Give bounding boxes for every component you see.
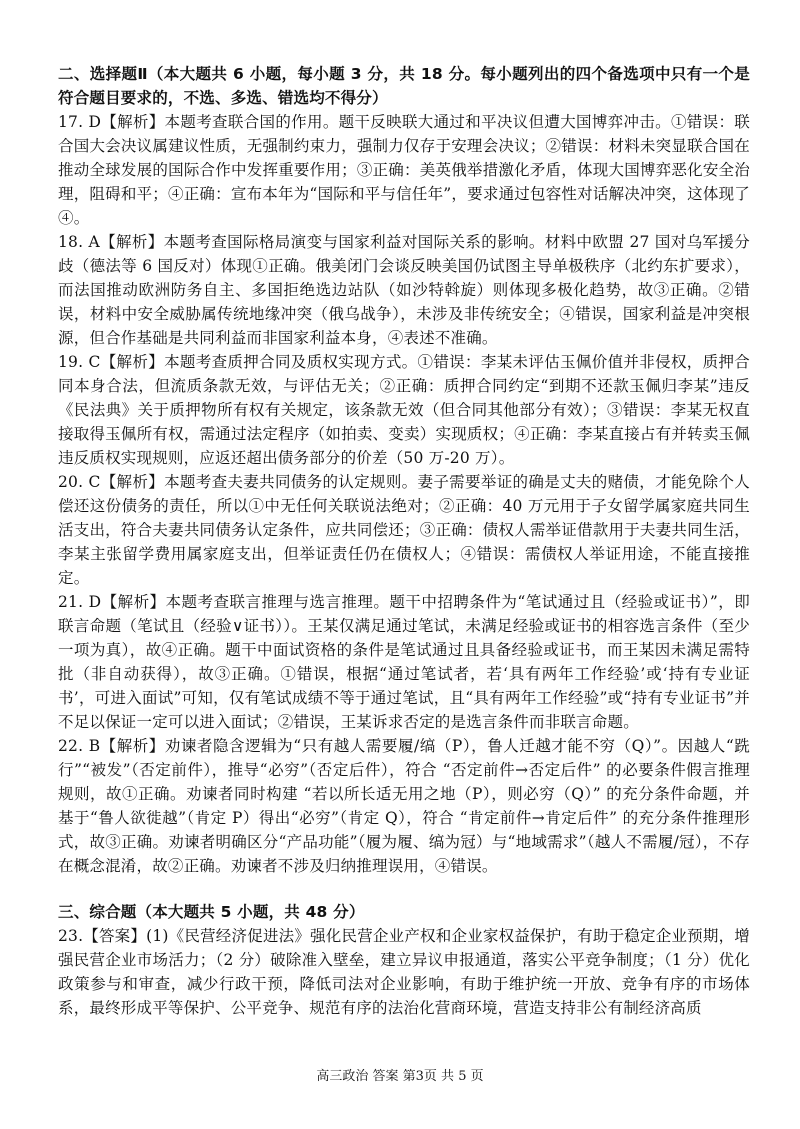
answer-17: 17. D【解析】本题考查联合国的作用。题干反映联大通过和平决议但遭大国博弈冲击。①错误：联合国大会决议属建议性质，无强制约束力，强制力仅存于安理会决议；②错误：材料未突显联合国在推动全球发展的国际合作中发挥重要作用；③正确：美英俄举措激化矛盾，体现大国博弈恶化安全治理，阻碍和平；④正确：宣布本年为“国际和平与信任年”，要求通过包容性对话解决冲突，这体现了④。 bbox=[58, 113, 750, 227]
section-2-heading: 二、选择题Ⅱ（本大题共 6 小题，每小题 3 分，共 18 分。每小题列出的四个备选项中只有一个是符合题目要求的，不选、多选、错选均不得分） bbox=[58, 65, 750, 107]
answer-21: 21. D【解析】本题考查联言推理与选言推理。题干中招聘条件为“笔试通过且（经验或证书）”，即联言命题（笔试且（经验∨证书））。王某仅满足通过笔试，未满足经验或证书的相容选言条件（至少一项为真），故④正确。题干中面试资格的条件是笔试通过且具备经验或证书，而王某因未满足需特批（非自动获得），故③正确。①错误，根据“通过笔试者，若‘具有两年工作经验’或‘持有专业证书’，可进入面试”可知，仅有笔试成绩不等于通过笔试，且“具有两年工作经验”或“持有专业证书”并不足以保证一定可以进入面试；②错误，王某诉求否定的是选言条件而非联言命题。 bbox=[58, 593, 750, 731]
answer-18: 18. A【解析】本题考查国际格局演变与国家利益对国际关系的影响。材料中欧盟 27 国对乌军援分歧（德法等 6 国反对）体现①正确。俄美闭门会谈反映美国仍试图主导单极秩序（北约东扩要求），而法国推动欧洲防务自主、多国拒绝选边站队（如沙特斡旋）则体现多极化趋势，故③正确。②错误，材料中安全威胁属传统地缘冲突（俄乌战争），未涉及非传统安全；④错误，国家利益是冲突根源，但合作基础是共同利益而非国家利益本身，④表述不准确。 bbox=[58, 233, 750, 347]
page-footer: 高三政治 答案 第3页 共 5 页 bbox=[316, 1069, 484, 1084]
section-3-heading: 三、综合题（本大题共 5 小题，共 48 分） bbox=[58, 903, 365, 921]
answer-23: 23.【答案】(1)《民营经济促进法》强化民营企业产权和企业家权益保护，有助于稳定企业预期，增强民营企业市场活力；（2 分）破除准入壁垒，建立异议申报通道，落实公平竞争制度；（1 分）优化政策参与和审查，减少行政干预，降低司法对企业影响，有助于维护统一开放、竞争有序的市场体系，最终形成平等保护、公平竞争、规范有序的法治化营商环境，营造支持非公有制经济高质 bbox=[58, 927, 750, 1017]
answer-19: 19. C【解析】本题考查质押合同及质权实现方式。①错误：李某未评估玉佩价值并非侵权，质押合同本身合法，但流质条款无效，与评估无关；②正确：质押合同约定“到期不还款玉佩归李某”违反《民法典》关于质押物所有权有关规定，该条款无效（但合同其他部分有效）；③错误：李某无权直接取得玉佩所有权，需通过法定程序（如拍卖、变卖）实现质权；④正确：李某直接占有并转卖玉佩违反质权实现规则，应返还超出债务部分的价差（50 万-20 万）。 bbox=[58, 353, 750, 467]
answer-20: 20. C【解析】本题考查夫妻共同债务的认定规则。妻子需要举证的确是丈夫的赌债，才能免除个人偿还这份债务的责任，所以①中无任何关联说法绝对；②正确：40 万元用于子女留学属家庭共同生活支出，符合夫妻共同债务认定条件，应共同偿还；③正确：债权人需举证借款用于夫妻共同生活，李某主张留学费用属家庭支出，但举证责任仍在债权人；④错误：需债权人举证用途，不能直接推定。 bbox=[58, 473, 750, 587]
page-content bbox=[58, 62, 750, 1020]
answer-22: 22. B【解析】劝谏者隐含逻辑为“只有越人需要履/缟（P），鲁人迁越才能不穷（Q）”。因越人“跣行”“被发”（否定前件），推导“必穷”（否定后件），符合 “否定前件→否定后件” 的必要条件假言推理规则，故①正确。劝谏者同时构建 “若以所长适无用之地（P），则必穷（Q）” 的充分条件命题，并基于“鲁人欲徙越”（肯定 P）得出“必穷”（肯定 Q），符合 “肯定前件→肯定后件” 的充分条件推理形式，故③正确。劝谏者明确区分“产品功能”（履为履、缟为冠）与“地域需求”（越人不需履/冠），不存在概念混淆，故②正确。劝谏者不涉及归纳推理误用，④错误。 bbox=[58, 737, 750, 875]
section-spacer bbox=[58, 878, 750, 900]
